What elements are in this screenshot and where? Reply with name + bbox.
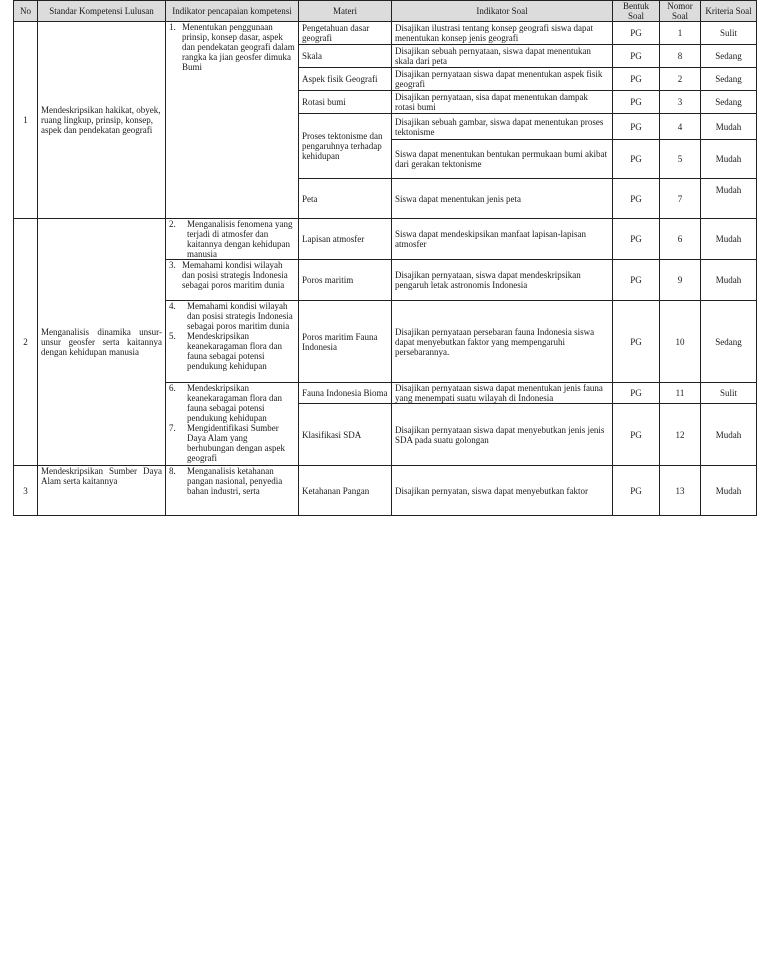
materi-cell: Klasifikasi SDA: [299, 404, 392, 466]
materi-cell: Skala: [299, 45, 392, 68]
indikator-text: Mengidentifikasi Sumber Daya Alam yang berhubungan dengan aspek geografi: [187, 423, 285, 463]
bentuk-soal-cell: PG: [613, 91, 660, 114]
indikator-cell: [166, 219, 299, 260]
nomor-soal-cell: 9: [660, 260, 701, 301]
nomor-soal-cell: 5: [660, 140, 701, 179]
nomor-soal-cell: 7: [660, 179, 701, 219]
indikator-text: Menentukan penggunaan prinsip, konsep dasar, aspek dan pendekatan geografi dalam rangka ka jian geosfer dimuka Bumi: [182, 22, 295, 72]
kriteria-soal-cell: Mudah: [701, 219, 757, 260]
indikator-cell: [166, 301, 299, 383]
kriteria-soal-cell: Mudah: [701, 404, 757, 466]
bentuk-soal-cell: PG: [613, 22, 660, 45]
kriteria-soal-cell: Mudah: [701, 260, 757, 301]
indikator-number: 7.: [169, 423, 176, 433]
indikator-item: [169, 260, 295, 290]
header-materi: Materi: [299, 1, 392, 22]
bentuk-soal-cell: PG: [613, 260, 660, 301]
bentuk-soal-cell: PG: [613, 466, 660, 516]
row-number: 2: [14, 219, 38, 466]
indikator-soal-cell: Siswa dapat menentukan bentukan permukaan bumi akibat dari gerakan tektonisme: [392, 140, 613, 179]
header-kriteria-soal: Kriteria Soal: [701, 1, 757, 22]
kriteria-soal-cell: Sedang: [701, 91, 757, 114]
indikator-text: Mendeskripsikan keanekaragaman flora dan fauna sebagai potensi pendukung kehidupan: [187, 331, 282, 371]
nomor-soal-cell: 10: [660, 301, 701, 383]
indikator-text: Menganalisis fenomena yang terjadi di atmosfer dan kaitannya dengan kehidupan manusia: [187, 219, 293, 259]
indikator-soal-cell: Disajikan sebuah gambar, siswa dapat menentukan proses tektonisme: [392, 114, 613, 140]
indikator-soal-cell: Disajikan pernyataan, sisa dapat menentukan dampak rotasi bumi: [392, 91, 613, 114]
indikator-text: Mendeskripsikan keanekaragaman flora dan fauna sebagai potensi pendukung kehidupan: [187, 383, 282, 423]
skl-cell: Menganalisis dinamika unsur-unsur geosfer serta kaitannya dengan kehidupan manusia: [38, 219, 166, 466]
materi-cell: Rotasi bumi: [299, 91, 392, 114]
indikator-soal-cell: Disajikan pernyataan persebaran fauna Indonesia siswa dapat menyebutkan faktor yang mempengaruhi persebarannya.: [392, 301, 613, 383]
indikator-item: [169, 466, 295, 496]
indikator-item: [169, 301, 295, 331]
skl-cell: Mendeskripsikan hakikat, obyek, ruang lingkup, prinsip, konsep, aspek dan pendekatan geografi: [38, 22, 166, 219]
indikator-number: 2.: [169, 219, 176, 229]
indikator-soal-cell: Disajikan pernyatan, siswa dapat menyebutkan faktor: [392, 466, 613, 516]
indikator-number: 1.: [169, 22, 176, 32]
table-viewport: [13, 0, 756, 496]
table-row: [14, 466, 757, 516]
indikator-number: 4.: [169, 301, 176, 311]
materi-cell: Poros maritim Fauna Indonesia: [299, 301, 392, 383]
bentuk-soal-cell: PG: [613, 301, 660, 383]
indikator-number: 5.: [169, 331, 176, 341]
table-row: [14, 22, 757, 45]
indikator-item: [169, 423, 295, 463]
indikator-cell: [166, 466, 299, 516]
indikator-item: [169, 219, 295, 259]
indikator-number: 6.: [169, 383, 176, 393]
header-nomor-soal: Nomor Soal: [660, 1, 701, 22]
materi-cell: Fauna Indonesia Bioma: [299, 383, 392, 404]
bentuk-soal-cell: PG: [613, 114, 660, 140]
indikator-soal-cell: Disajikan pernyataan siswa dapat menentukan aspek fisik geografi: [392, 68, 613, 91]
bentuk-soal-cell: PG: [613, 68, 660, 91]
indikator-text: Memahami kondisi wilayah dan posisi strategis Indonesia sebagai poros maritim dunia: [182, 260, 288, 290]
nomor-soal-cell: 6: [660, 219, 701, 260]
bentuk-soal-cell: PG: [613, 404, 660, 466]
bentuk-soal-cell: PG: [613, 45, 660, 68]
kisi-kisi-table: [13, 0, 757, 516]
kriteria-soal-cell: Sulit: [701, 383, 757, 404]
header-no: No: [14, 1, 38, 22]
bentuk-soal-cell: PG: [613, 383, 660, 404]
header-skl: Standar Kompetensi Lulusan: [38, 1, 166, 22]
nomor-soal-cell: 13: [660, 466, 701, 516]
kriteria-soal-cell: Sedang: [701, 68, 757, 91]
nomor-soal-cell: 1: [660, 22, 701, 45]
indikator-cell: [166, 383, 299, 466]
bentuk-soal-cell: PG: [613, 179, 660, 219]
row-number: 1: [14, 22, 38, 219]
indikator-item: [169, 331, 295, 371]
indikator-number: 3.: [169, 260, 176, 270]
bentuk-soal-cell: PG: [613, 219, 660, 260]
header-indikator-pencapaian: Indikator pencapaian kompetensi: [166, 1, 299, 22]
kriteria-soal-cell: Mudah: [701, 140, 757, 179]
materi-cell: Poros maritim: [299, 260, 392, 301]
indikator-cell: [166, 260, 299, 301]
kriteria-soal-cell: Mudah: [701, 114, 757, 140]
kriteria-soal-cell: Sulit: [701, 22, 757, 45]
materi-cell: Aspek fisik Geografi: [299, 68, 392, 91]
indikator-item: [169, 383, 295, 423]
indikator-item: [169, 22, 295, 72]
nomor-soal-cell: 11: [660, 383, 701, 404]
nomor-soal-cell: 8: [660, 45, 701, 68]
table-row: [14, 219, 757, 260]
indikator-soal-cell: Siswa dapat mendeskipsikan manfaat lapisan-lapisan atmosfer: [392, 219, 613, 260]
row-number: 3: [14, 466, 38, 516]
indikator-soal-cell: Disajikan ilustrasi tentang konsep geografi siswa dapat menentukan konsep jenis geografi: [392, 22, 613, 45]
kriteria-soal-cell: Sedang: [701, 301, 757, 383]
materi-cell: Proses tektonisme dan pengaruhnya terhadap kehidupan: [299, 114, 392, 179]
kriteria-soal-cell: Mudah: [701, 179, 757, 219]
indikator-soal-cell: Disajikan sebuah pernyataan, siswa dapat menentukan skala dari peta: [392, 45, 613, 68]
indikator-soal-cell: Disajikan pernyataan siswa dapat menentukan jenis fauna yang menempati suatu wilayah di Indonesia: [392, 383, 613, 404]
indikator-cell: [166, 22, 299, 219]
nomor-soal-cell: 4: [660, 114, 701, 140]
nomor-soal-cell: 3: [660, 91, 701, 114]
bentuk-soal-cell: PG: [613, 140, 660, 179]
kriteria-soal-cell: Sedang: [701, 45, 757, 68]
indikator-soal-cell: Disajikan pernyataan siswa dapat menyebutkan jenis jenis SDA pada suatu golongan: [392, 404, 613, 466]
materi-cell: Peta: [299, 179, 392, 219]
kriteria-soal-cell: Mudah: [701, 466, 757, 516]
materi-cell: Lapisan atmosfer: [299, 219, 392, 260]
materi-cell: Pengetahuan dasar geografi: [299, 22, 392, 45]
indikator-soal-cell: Disajikan pernyataan, siswa dapat mendeskripsikan pengaruh letak astronomis Indonesia: [392, 260, 613, 301]
header-bentuk-soal: Bentuk Soal: [613, 1, 660, 22]
nomor-soal-cell: 12: [660, 404, 701, 466]
indikator-text: Menganalisis ketahanan pangan nasional, penyedia bahan industri, serta: [187, 466, 283, 496]
indikator-text: Memahami kondisi wilayah dan posisi strategis Indonesia sebagai poros maritim dunia: [187, 301, 293, 331]
skl-cell: Mendeskripsikan Sumber Daya Alam serta kaitannya: [38, 466, 166, 516]
header-indikator-soal: Indikator Soal: [392, 1, 613, 22]
materi-cell: Ketahanan Pangan: [299, 466, 392, 516]
header-row: [14, 1, 757, 22]
nomor-soal-cell: 2: [660, 68, 701, 91]
indikator-number: 8.: [169, 466, 176, 476]
indikator-soal-cell: Siswa dapat menentukan jenis peta: [392, 179, 613, 219]
